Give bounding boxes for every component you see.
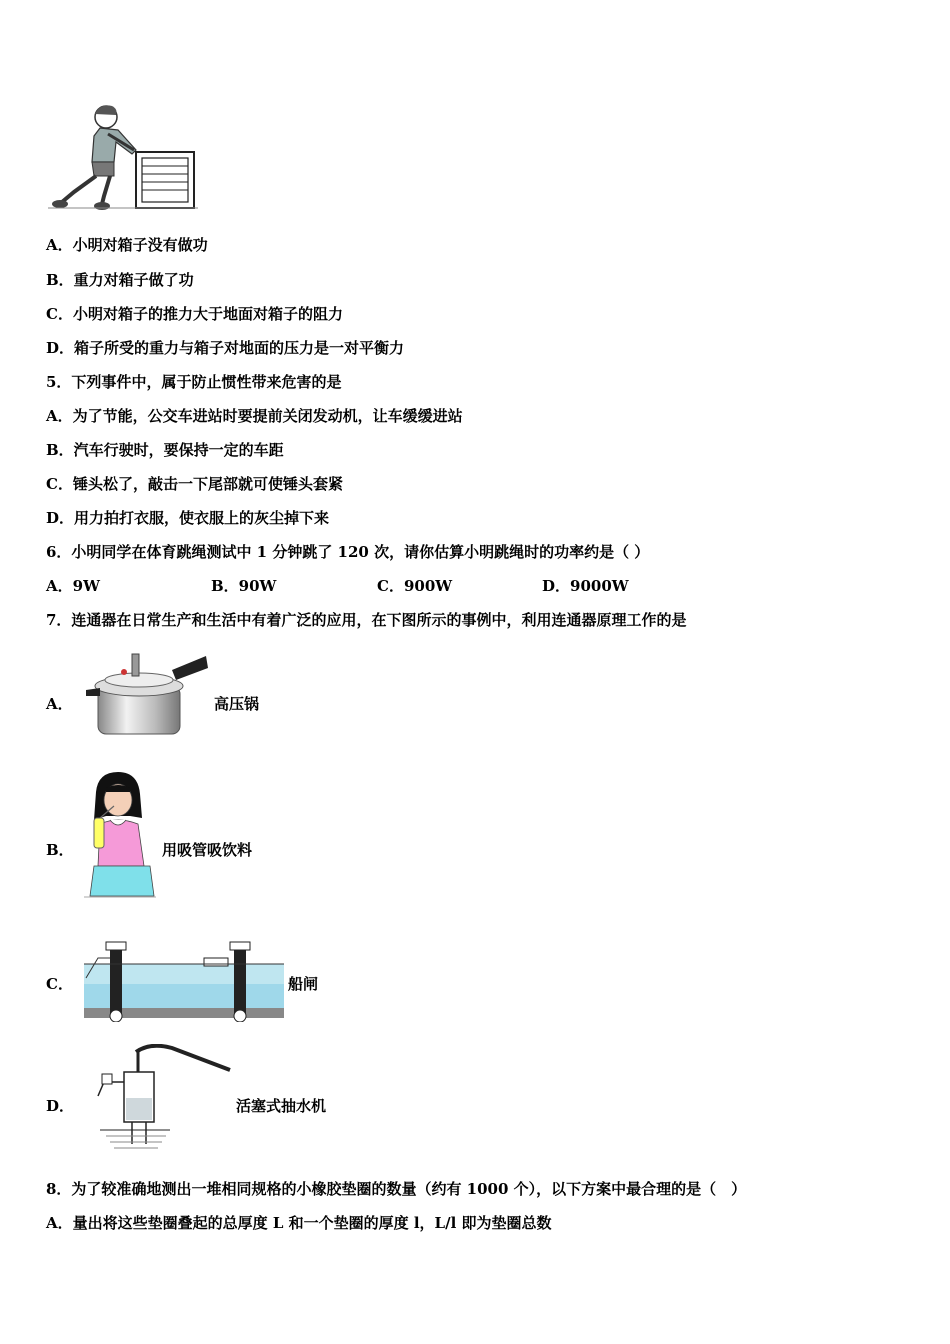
q8-option-a: A．量出将这些垫圈叠起的总厚度 L 和一个垫圈的厚度 l，L/l 即为垫圈总数 (46, 1214, 552, 1232)
q7-option-b-letter: B． (46, 841, 74, 859)
q6-option-a: A．9W (46, 577, 100, 595)
q5-option-d: D．用力拍打衣服，使衣服上的灰尘掉下来 (46, 509, 330, 527)
q6-option-d: D．9000W (542, 577, 629, 595)
q5-option-a: A．为了节能，公交车进站时要提前关闭发动机，让车缓缓进站 (46, 407, 463, 425)
q7-option-b-caption: 用吸管吸饮料 (162, 841, 253, 859)
q4-option-a: A．小明对箱子没有做功 (46, 236, 208, 254)
q4-option-d: D．箱子所受的重力与箱子对地面的压力是一对平衡力 (46, 339, 405, 357)
q7-option-c-letter: C． (46, 975, 73, 993)
q4-option-c: C．小明对箱子的推力大于地面对箱子的阻力 (46, 305, 343, 323)
q7-option-c-caption: 船闸 (288, 975, 319, 993)
girl-drinking-straw-figure (84, 770, 156, 898)
q5-option-c: C．锤头松了，敲击一下尾部就可使锤头套紧 (46, 475, 343, 493)
pressure-cooker-figure (80, 646, 210, 742)
q5-option-b: B．汽车行驶时，要保持一定的车距 (46, 441, 284, 459)
q7-option-d-caption: 活塞式抽水机 (236, 1097, 327, 1115)
q6-option-b: B．90W (211, 577, 277, 595)
q7-option-a-caption: 高压锅 (214, 695, 260, 713)
q6-option-c: C．900W (377, 577, 453, 595)
q7-option-a-letter: A． (46, 695, 73, 713)
q7-stem: 7．连通器在日常生产和生活中有着广泛的应用，在下图所示的事例中，利用连通器原理工作的是 (46, 611, 687, 629)
ship-lock-figure (84, 938, 284, 1022)
boy-pushing-box-figure (48, 100, 200, 212)
q4-option-b: B．重力对箱子做了功 (46, 271, 194, 289)
piston-pump-figure (80, 1044, 236, 1152)
q7-option-d-letter: D． (46, 1097, 75, 1115)
q8-stem: 8．为了较准确地测出一堆相同规格的小橡胶垫圈的数量（约有 1000 个），以下方案中最合理的是（ ） (46, 1180, 747, 1198)
q6-stem: 6．小明同学在体育跳绳测试中 1 分钟跳了 120 次，请你估算小明跳绳时的功率约是（ ） (46, 543, 650, 561)
q5-stem: 5．下列事件中，属于防止惯性带来危害的是 (46, 373, 342, 391)
